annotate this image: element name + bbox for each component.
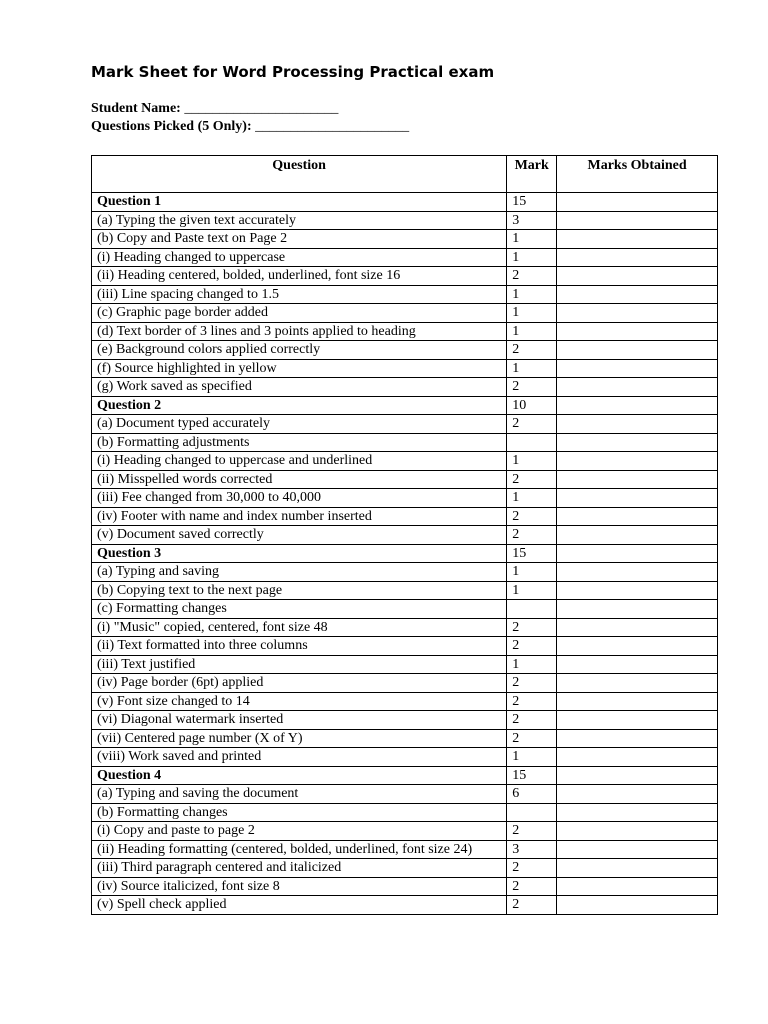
- marks-table: [91, 155, 718, 915]
- mark-value: 2: [507, 341, 557, 360]
- mark-value: [507, 600, 557, 619]
- table-row: [92, 600, 718, 619]
- marks-obtained-cell[interactable]: [557, 785, 718, 804]
- mark-value: 1: [507, 230, 557, 249]
- marks-obtained-cell[interactable]: [557, 803, 718, 822]
- student-name-label: Student Name:: [91, 101, 181, 116]
- mark-value: 2: [507, 822, 557, 841]
- table-row: [92, 452, 718, 471]
- student-name-field: [91, 101, 338, 117]
- mark-value: 2: [507, 415, 557, 434]
- mark-value: 2: [507, 526, 557, 545]
- mark-value: 2: [507, 267, 557, 286]
- header-question: Question: [92, 156, 507, 193]
- table-row: [92, 507, 718, 526]
- criterion-text: (a) Typing and saving: [92, 563, 507, 582]
- question-heading-row: [92, 396, 718, 415]
- table-row: [92, 711, 718, 730]
- table-row: [92, 433, 718, 452]
- criterion-text: (i) "Music" copied, centered, font size 48: [92, 618, 507, 637]
- mark-value: 1: [507, 489, 557, 508]
- criterion-text: (a) Typing and saving the document: [92, 785, 507, 804]
- mark-value: 1: [507, 655, 557, 674]
- criterion-text: (e) Background colors applied correctly: [92, 341, 507, 360]
- criterion-text: (iii) Text justified: [92, 655, 507, 674]
- criterion-text: (iv) Footer with name and index number inserted: [92, 507, 507, 526]
- marks-obtained-cell[interactable]: [557, 563, 718, 582]
- mark-value: 3: [507, 211, 557, 230]
- mark-value: 1: [507, 285, 557, 304]
- marks-obtained-cell[interactable]: [557, 267, 718, 286]
- table-row: [92, 285, 718, 304]
- mark-value: 2: [507, 896, 557, 915]
- criterion-text: Question 2: [92, 396, 507, 415]
- table-row: [92, 655, 718, 674]
- table-row: [92, 230, 718, 249]
- criterion-text: Question 4: [92, 766, 507, 785]
- question-heading-row: [92, 766, 718, 785]
- mark-value: 2: [507, 711, 557, 730]
- criterion-text: Question 1: [92, 193, 507, 212]
- mark-value: [507, 803, 557, 822]
- marks-obtained-cell[interactable]: [557, 211, 718, 230]
- mark-value: 1: [507, 304, 557, 323]
- table-row: [92, 748, 718, 767]
- criterion-text: (v) Font size changed to 14: [92, 692, 507, 711]
- criterion-text: (vii) Centered page number (X of Y): [92, 729, 507, 748]
- marks-obtained-cell[interactable]: [557, 859, 718, 878]
- table-row: [92, 526, 718, 545]
- criterion-text: (d) Text border of 3 lines and 3 points applied to heading: [92, 322, 507, 341]
- marks-obtained-cell[interactable]: [557, 692, 718, 711]
- criterion-text: (b) Copying text to the next page: [92, 581, 507, 600]
- marks-obtained-cell[interactable]: [557, 822, 718, 841]
- criterion-text: Question 3: [92, 544, 507, 563]
- header-marks-obtained: Marks Obtained: [557, 156, 718, 193]
- mark-value: 2: [507, 674, 557, 693]
- mark-value: 2: [507, 618, 557, 637]
- criterion-text: (i) Heading changed to uppercase and underlined: [92, 452, 507, 471]
- mark-value: 1: [507, 581, 557, 600]
- marks-obtained-cell[interactable]: [557, 304, 718, 323]
- table-row: [92, 581, 718, 600]
- table-row: [92, 822, 718, 841]
- marks-obtained-cell[interactable]: [557, 544, 718, 563]
- criterion-text: (v) Document saved correctly: [92, 526, 507, 545]
- marks-obtained-cell[interactable]: [557, 637, 718, 656]
- questions-picked-blank: ______________________: [255, 119, 410, 134]
- marks-obtained-cell[interactable]: [557, 526, 718, 545]
- table-row: [92, 470, 718, 489]
- table-row: [92, 637, 718, 656]
- marks-obtained-cell[interactable]: [557, 230, 718, 249]
- mark-value: 2: [507, 378, 557, 397]
- marks-obtained-cell[interactable]: [557, 378, 718, 397]
- marks-obtained-cell[interactable]: [557, 359, 718, 378]
- table-row: [92, 618, 718, 637]
- marks-obtained-cell[interactable]: [557, 748, 718, 767]
- marks-obtained-cell[interactable]: [557, 674, 718, 693]
- marks-obtained-cell[interactable]: [557, 507, 718, 526]
- marks-obtained-cell[interactable]: [557, 415, 718, 434]
- marks-obtained-cell[interactable]: [557, 452, 718, 471]
- criterion-text: (iii) Line spacing changed to 1.5: [92, 285, 507, 304]
- table-row: [92, 267, 718, 286]
- criterion-text: (c) Graphic page border added: [92, 304, 507, 323]
- marks-obtained-cell[interactable]: [557, 896, 718, 915]
- mark-value: 1: [507, 452, 557, 471]
- marks-obtained-cell[interactable]: [557, 489, 718, 508]
- marks-obtained-cell[interactable]: [557, 248, 718, 267]
- questions-picked-field: [91, 119, 409, 135]
- mark-value: 2: [507, 692, 557, 711]
- mark-value: 10: [507, 396, 557, 415]
- marks-obtained-cell[interactable]: [557, 840, 718, 859]
- table-row: [92, 211, 718, 230]
- page-title: Mark Sheet for Word Processing Practical exam: [91, 63, 495, 81]
- mark-value: 2: [507, 637, 557, 656]
- marks-obtained-cell[interactable]: [557, 877, 718, 896]
- criterion-text: (a) Typing the given text accurately: [92, 211, 507, 230]
- table-row: [92, 359, 718, 378]
- marks-obtained-cell[interactable]: [557, 729, 718, 748]
- criterion-text: (c) Formatting changes: [92, 600, 507, 619]
- table-row: [92, 248, 718, 267]
- marks-obtained-cell[interactable]: [557, 341, 718, 360]
- table-row: [92, 803, 718, 822]
- header-mark: Mark: [507, 156, 557, 193]
- criterion-text: (i) Copy and paste to page 2: [92, 822, 507, 841]
- marks-obtained-cell[interactable]: [557, 285, 718, 304]
- marks-obtained-cell[interactable]: [557, 600, 718, 619]
- table-row: [92, 674, 718, 693]
- criterion-text: (ii) Heading formatting (centered, bolded, underlined, font size 24): [92, 840, 507, 859]
- criterion-text: (iii) Third paragraph centered and italicized: [92, 859, 507, 878]
- criterion-text: (b) Formatting adjustments: [92, 433, 507, 452]
- marks-obtained-cell[interactable]: [557, 433, 718, 452]
- table-body: [92, 193, 718, 915]
- marks-obtained-cell[interactable]: [557, 766, 718, 785]
- marks-obtained-cell[interactable]: [557, 655, 718, 674]
- criterion-text: (f) Source highlighted in yellow: [92, 359, 507, 378]
- student-name-blank: ______________________: [184, 101, 339, 116]
- criterion-text: (vi) Diagonal watermark inserted: [92, 711, 507, 730]
- mark-value: [507, 433, 557, 452]
- criterion-text: (ii) Misspelled words corrected: [92, 470, 507, 489]
- marks-obtained-cell[interactable]: [557, 618, 718, 637]
- table-header-row: [92, 156, 718, 193]
- mark-value: 1: [507, 248, 557, 267]
- mark-value: 2: [507, 470, 557, 489]
- mark-value: 2: [507, 729, 557, 748]
- marks-obtained-cell[interactable]: [557, 396, 718, 415]
- criterion-text: (v) Spell check applied: [92, 896, 507, 915]
- mark-value: 1: [507, 322, 557, 341]
- table-row: [92, 859, 718, 878]
- criterion-text: (b) Formatting changes: [92, 803, 507, 822]
- table-row: [92, 729, 718, 748]
- mark-value: 6: [507, 785, 557, 804]
- table-row: [92, 877, 718, 896]
- mark-value: 15: [507, 544, 557, 563]
- table-row: [92, 304, 718, 323]
- table-row: [92, 896, 718, 915]
- table-row: [92, 785, 718, 804]
- criterion-text: (a) Document typed accurately: [92, 415, 507, 434]
- mark-value: 2: [507, 507, 557, 526]
- criterion-text: (viii) Work saved and printed: [92, 748, 507, 767]
- questions-picked-label: Questions Picked (5 Only):: [91, 119, 252, 134]
- mark-value: 2: [507, 859, 557, 878]
- mark-value: 1: [507, 563, 557, 582]
- marks-obtained-cell[interactable]: [557, 581, 718, 600]
- mark-value: 1: [507, 359, 557, 378]
- criterion-text: (ii) Heading centered, bolded, underlined, font size 16: [92, 267, 507, 286]
- criterion-text: (i) Heading changed to uppercase: [92, 248, 507, 267]
- table-row: [92, 378, 718, 397]
- criterion-text: (iv) Source italicized, font size 8: [92, 877, 507, 896]
- table-row: [92, 563, 718, 582]
- criterion-text: (iv) Page border (6pt) applied: [92, 674, 507, 693]
- mark-value: 3: [507, 840, 557, 859]
- table-row: [92, 415, 718, 434]
- criterion-text: (iii) Fee changed from 30,000 to 40,000: [92, 489, 507, 508]
- marks-obtained-cell[interactable]: [557, 193, 718, 212]
- question-heading-row: [92, 544, 718, 563]
- table-row: [92, 322, 718, 341]
- question-heading-row: [92, 193, 718, 212]
- criterion-text: (b) Copy and Paste text on Page 2: [92, 230, 507, 249]
- table-row: [92, 489, 718, 508]
- mark-value: 15: [507, 193, 557, 212]
- mark-value: 15: [507, 766, 557, 785]
- marks-obtained-cell[interactable]: [557, 470, 718, 489]
- table-row: [92, 840, 718, 859]
- mark-value: 2: [507, 877, 557, 896]
- criterion-text: (ii) Text formatted into three columns: [92, 637, 507, 656]
- mark-value: 1: [507, 748, 557, 767]
- marks-obtained-cell[interactable]: [557, 322, 718, 341]
- marks-obtained-cell[interactable]: [557, 711, 718, 730]
- table-row: [92, 692, 718, 711]
- criterion-text: (g) Work saved as specified: [92, 378, 507, 397]
- table-row: [92, 341, 718, 360]
